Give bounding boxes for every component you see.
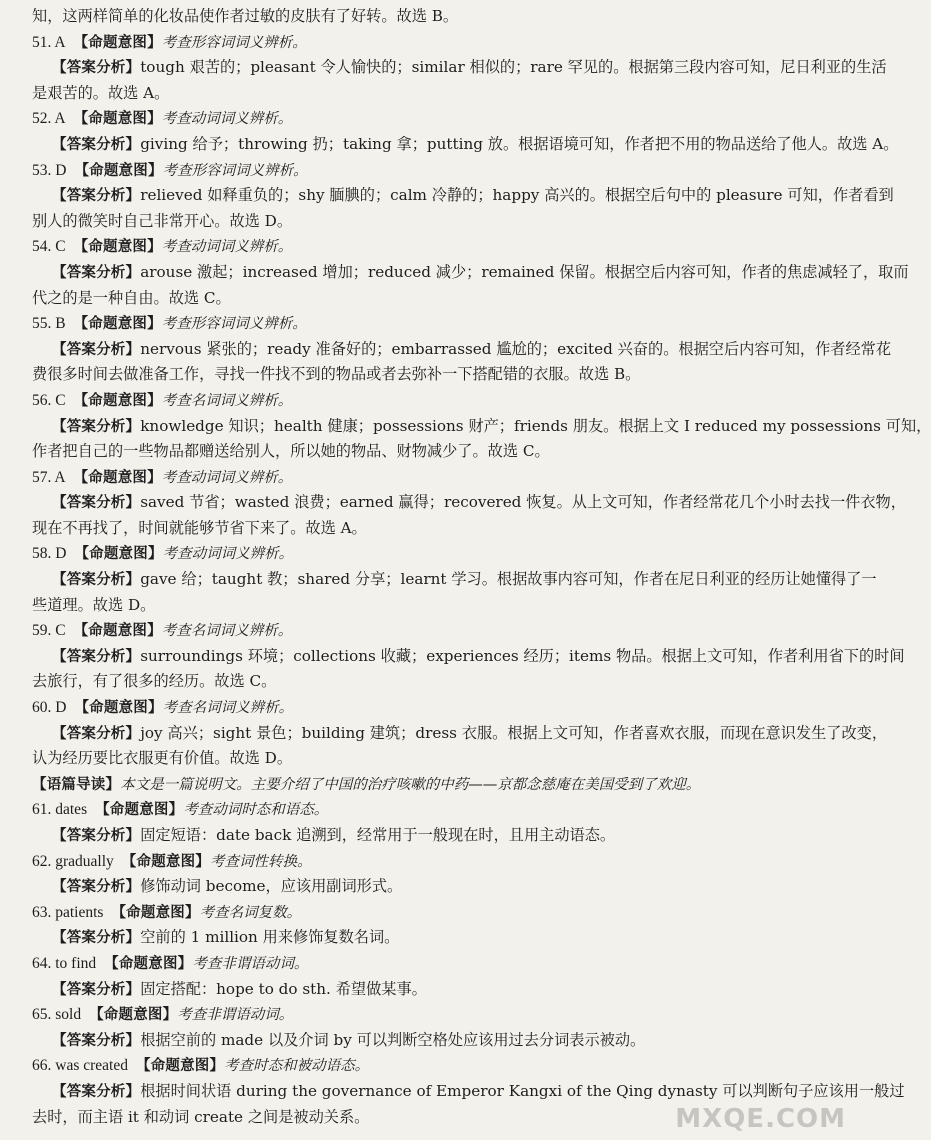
analysis-tag: 【答案分析】 xyxy=(52,725,141,742)
passage-intro-line xyxy=(32,772,824,798)
analysis-tag: 【答案分析】 xyxy=(52,418,141,435)
continuation-line: 些道理。故选 D。 xyxy=(32,595,156,614)
question-header-line xyxy=(32,618,824,644)
question-header-line xyxy=(32,30,824,56)
analysis-text: tough 艰苦的；pleasant 令人愉快的；similar 相似的；rare 罕见的。根据第三段内容可知，尼日利亚的生活 xyxy=(140,58,887,77)
continuation-line: 认为经历要比衣服更有价值。故选 D。 xyxy=(32,749,293,768)
question-header-line xyxy=(32,541,824,567)
analysis-tag: 【答案分析】 xyxy=(52,341,141,358)
continuation-line: 费很多时间去做准备工作，寻找一件找不到的物品或者去弥补一下搭配错的衣服。故选 B。 xyxy=(32,365,641,384)
analysis-tag: 【答案分析】 xyxy=(52,828,141,844)
analysis-text: relieved 如释重负的；shy 腼腆的；calm 冷静的；happy 高兴的。根据空后句中的 pleasure 可知，作者看到 xyxy=(140,186,894,205)
question-number: 51. A xyxy=(32,33,66,51)
intent-text: 考查名词词义辨析。 xyxy=(162,700,294,717)
analysis-tag: 【答案分析】 xyxy=(52,60,141,77)
intent-tag: 【命题意图】 xyxy=(73,111,162,128)
analysis-text: nervous 紧张的；ready 准备好的；embarrassed 尴尬的；excited 兴奋的。根据空后内容可知，作者经常花 xyxy=(140,339,892,358)
intent-text: 考查名词词义辨析。 xyxy=(161,392,293,409)
intent-tag: 【命题意图】 xyxy=(104,955,193,972)
question-header-line xyxy=(32,1002,824,1028)
intent-text: 考查形容词词义辨析。 xyxy=(162,162,308,179)
question-header-line xyxy=(32,797,824,823)
analysis-tag: 【答案分析】 xyxy=(52,1032,141,1049)
question-header-line xyxy=(32,849,824,875)
answer-analysis-line xyxy=(32,644,905,670)
intent-tag: 【命题意图】 xyxy=(73,316,162,333)
question-number: 61. dates xyxy=(32,801,88,819)
answer-analysis-line xyxy=(32,183,894,209)
intent-text: 考查动词词义辨析。 xyxy=(161,239,293,256)
intent-tag: 【命题意图】 xyxy=(95,802,184,819)
analysis-text: surroundings 环境；collections 收藏；experiences 经历；items 物品。根据上文可知，作者利用省下的时间 xyxy=(140,646,905,665)
continuation-line: 别人的微笑时自己非常开心。故选 D。 xyxy=(32,211,293,230)
intent-tag: 【命题意图】 xyxy=(74,546,163,563)
intro-text: 本文是一篇说明文。主要介绍了中国的治疗咳嗽的中药——京都念慈庵在美国受到了欢迎。 xyxy=(120,776,701,793)
analysis-text: joy 高兴；sight 景色；building 建筑；dress 衣服。根据上文可知，作者喜欢衣服，而现在意识发生了改变， xyxy=(140,723,888,742)
question-number: 59. C xyxy=(32,622,66,640)
question-number: 66. was created xyxy=(32,1057,128,1075)
analysis-tag: 【答案分析】 xyxy=(52,264,141,281)
answer-analysis-line xyxy=(32,874,824,900)
intent-tag: 【命题意图】 xyxy=(73,392,162,409)
question-number: 55. B xyxy=(32,315,66,333)
intent-text: 考查名词复数。 xyxy=(199,904,302,921)
answer-analysis-line xyxy=(32,55,887,81)
analysis-tag: 【答案分析】 xyxy=(52,1083,141,1100)
question-number: 63. patients xyxy=(32,903,104,921)
answer-analysis-line xyxy=(32,823,824,849)
question-header-line xyxy=(32,388,824,414)
intent-text: 考查动词时态和语态。 xyxy=(183,802,329,819)
answer-analysis-line xyxy=(32,925,824,951)
continuation-line: 现在不再找了，时间就能够节省下来了。故选 A。 xyxy=(32,518,367,537)
intent-tag: 【命题意图】 xyxy=(73,239,162,256)
analysis-tag: 【答案分析】 xyxy=(52,572,141,589)
question-number: 60. D xyxy=(32,699,67,717)
intent-tag: 【命题意图】 xyxy=(89,1007,178,1024)
analysis-text: knowledge 知识；health 健康；possessions 财产；friends 朋友。根据上文 I reduced my possessions 可知， xyxy=(140,416,931,435)
intent-tag: 【命题意图】 xyxy=(73,469,162,486)
answer-analysis-line xyxy=(32,414,931,440)
continuation-line: 去时，而主语 it 和动词 create 之间是被动关系。 xyxy=(32,1107,370,1126)
question-number: 54. C xyxy=(32,238,66,256)
analysis-tag: 【答案分析】 xyxy=(52,495,141,512)
intent-text: 考查动词词义辨析。 xyxy=(162,546,294,563)
analysis-text: 固定搭配：hope to do sth. 希望做某事。 xyxy=(140,979,427,998)
intent-text: 考查形容词词义辨析。 xyxy=(161,34,307,51)
analysis-tag: 【答案分析】 xyxy=(52,648,141,665)
intent-text: 考查时态和被动语态。 xyxy=(224,1058,370,1075)
question-header-line xyxy=(32,234,824,260)
intent-text: 考查动词词义辨析。 xyxy=(161,469,293,486)
analysis-text: 根据时间状语 during the governance of Emperor Kangxi of the Qing dynasty 可以判断句子应该用一般过 xyxy=(140,1081,905,1100)
question-number: 56. C xyxy=(32,391,66,409)
intent-tag: 【命题意图】 xyxy=(73,34,162,51)
intent-text: 考查名词词义辨析。 xyxy=(161,623,293,640)
intent-text: 考查非谓语动词。 xyxy=(192,955,309,972)
analysis-text: 修饰动词 become，应该用副词形式。 xyxy=(140,877,403,896)
answer-analysis-line xyxy=(32,260,909,286)
answer-analysis-line xyxy=(32,567,877,593)
intent-tag: 【命题意图】 xyxy=(121,853,210,870)
intent-tag: 【命题意图】 xyxy=(74,700,163,717)
continuation-line: 代之的是一种自由。故选 C。 xyxy=(32,288,231,307)
analysis-tag: 【答案分析】 xyxy=(52,188,141,205)
analysis-text: giving 给予；throwing 扔；taking 拿；putting 放。根据语境可知，作者把不用的物品送给了他人。故选 A。 xyxy=(140,134,899,153)
analysis-text: saved 节省；wasted 浪费；earned 赢得；recovered 恢复。从上文可知，作者经常花几个小时去找一件衣物， xyxy=(140,493,906,512)
answer-analysis-line xyxy=(32,1079,905,1105)
answer-analysis-line xyxy=(32,490,906,516)
intent-text: 考查形容词词义辨析。 xyxy=(161,316,307,333)
intro-tag: 【语篇导读】 xyxy=(32,776,121,793)
question-number: 58. D xyxy=(32,545,67,563)
intent-tag: 【命题意图】 xyxy=(74,162,163,179)
question-header-line xyxy=(32,311,824,337)
answer-analysis-line xyxy=(32,1028,824,1054)
question-header-line xyxy=(32,695,824,721)
question-number: 62. gradually xyxy=(32,852,114,870)
question-header-line xyxy=(32,900,824,926)
intent-text: 考查词性转换。 xyxy=(210,853,312,870)
watermark-logo: MXQE.COM xyxy=(675,1104,846,1134)
question-number: 64. to find xyxy=(32,954,97,972)
analysis-tag: 【答案分析】 xyxy=(52,981,141,998)
answer-analysis-line xyxy=(32,132,899,158)
question-header-line xyxy=(32,106,824,132)
answer-analysis-line xyxy=(32,721,888,747)
analysis-tag: 【答案分析】 xyxy=(52,136,141,153)
continuation-line: 去旅行，有了很多的经历。故选 C。 xyxy=(32,672,277,691)
question-header-line xyxy=(32,158,824,184)
question-number: 65. sold xyxy=(32,1006,82,1024)
analysis-text: 根据空前的 made 以及介词 by 可以判断空格处应该用过去分词表示被动。 xyxy=(140,1030,646,1049)
analysis-text: gave 给；taught 教；shared 分享；learnt 学习。根据故事内容可知，作者在尼日利亚的经历让她懂得了一 xyxy=(140,570,877,589)
intent-tag: 【命题意图】 xyxy=(111,904,200,921)
continuation-line: 知，这两样简单的化妆品使作者过敏的皮肤有了好转。故选 B。 xyxy=(32,7,459,25)
question-number: 57. A xyxy=(32,468,66,486)
analysis-tag: 【答案分析】 xyxy=(52,879,141,896)
answer-analysis-line xyxy=(32,977,824,1003)
continuation-line: 是艰苦的。故选 A。 xyxy=(32,83,170,102)
question-header-line xyxy=(32,465,824,491)
question-number: 52. A xyxy=(32,110,66,128)
continuation-line: 作者把自己的一些物品都赠送给别人，所以她的物品、财物减少了。故选 C。 xyxy=(32,442,550,461)
question-header-line xyxy=(32,951,824,977)
intent-text: 考查动词词义辨析。 xyxy=(161,111,293,128)
intent-tag: 【命题意图】 xyxy=(135,1058,225,1075)
question-header-line xyxy=(32,1053,824,1079)
question-number: 53. D xyxy=(32,161,67,179)
analysis-text: 固定短语：date back 追溯到，经常用于一般现在时，且用主动语态。 xyxy=(140,826,616,844)
analysis-tag: 【答案分析】 xyxy=(52,930,141,947)
intent-tag: 【命题意图】 xyxy=(73,623,162,640)
answer-analysis-line xyxy=(32,337,892,363)
analysis-text: 空前的 1 million 用来修饰复数名词。 xyxy=(140,928,400,947)
analysis-text: arouse 激起；increased 增加；reduced 减少；remained 保留。根据空后内容可知，作者的焦虑减轻了，取而 xyxy=(140,262,909,281)
intent-text: 考查非谓语动词。 xyxy=(177,1007,294,1024)
